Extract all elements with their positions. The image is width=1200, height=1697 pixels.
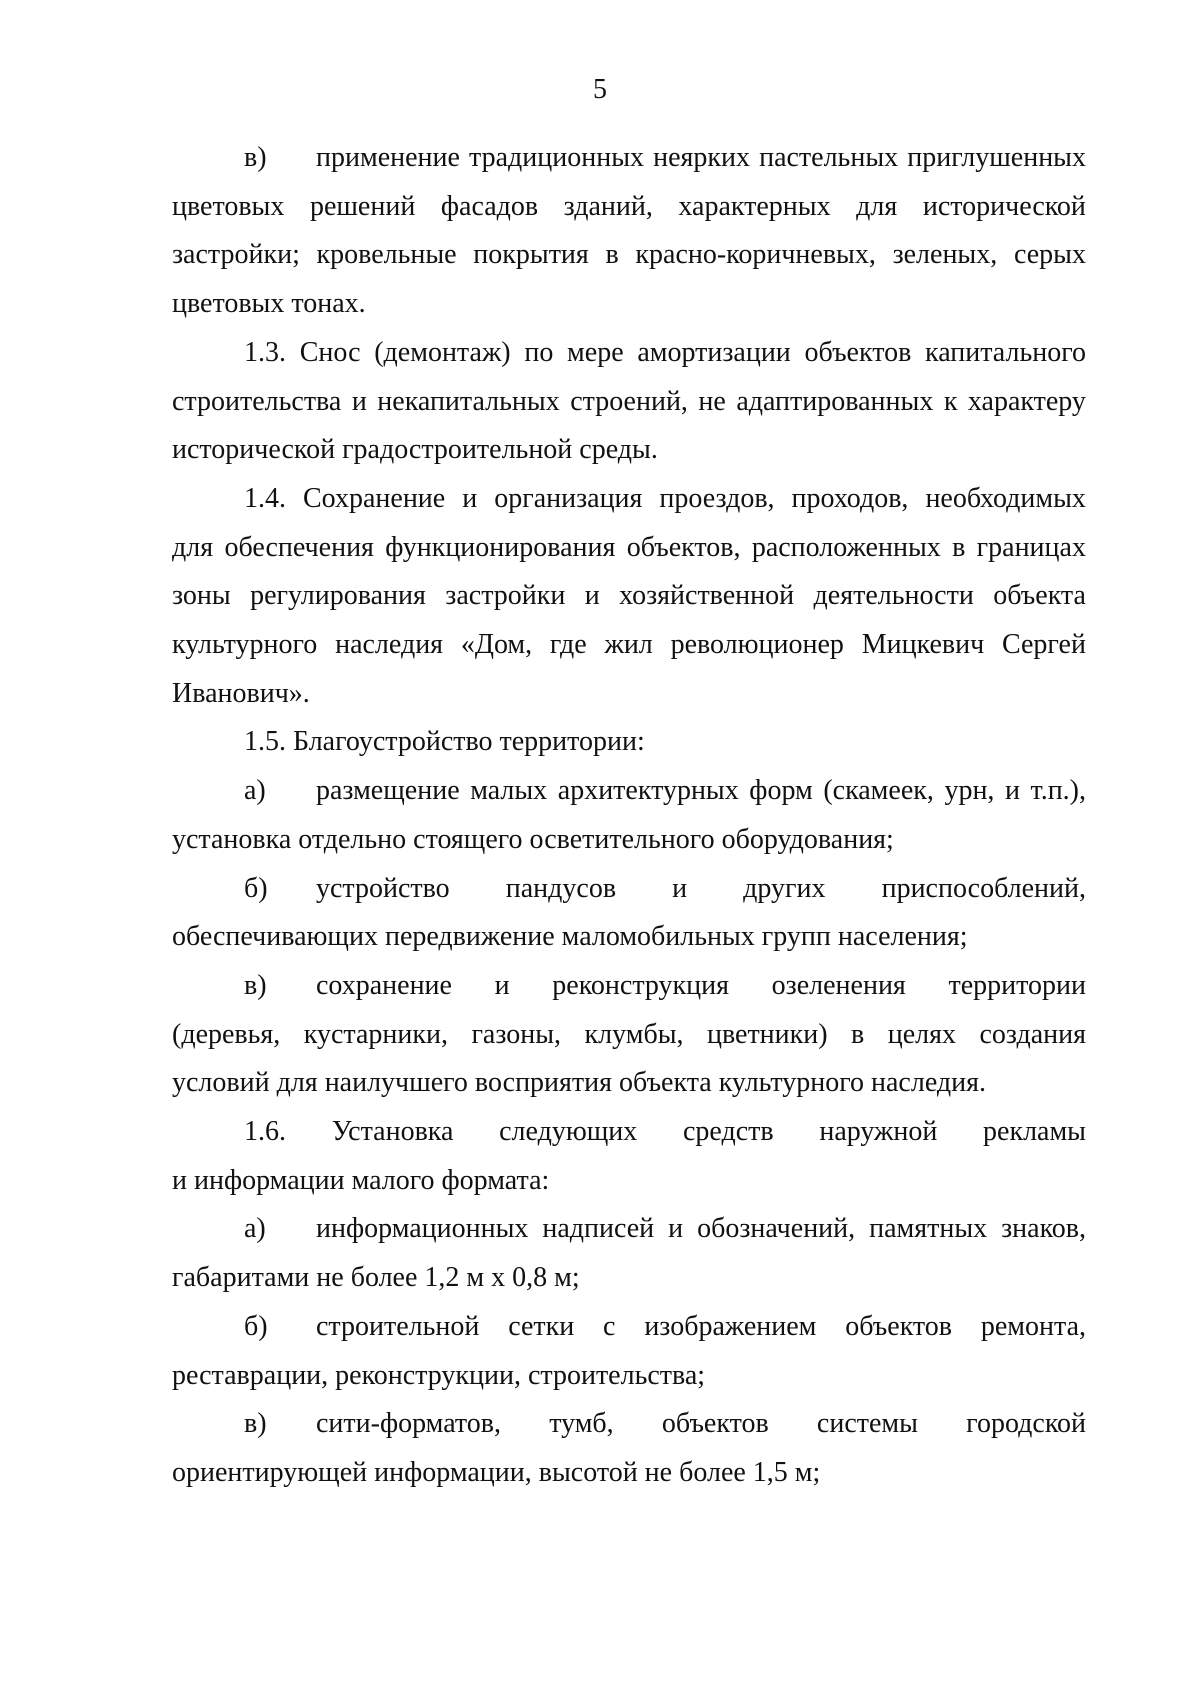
- list-item-text: применение традиционных неярких пастельных приглушенных: [316, 142, 1086, 173]
- list-marker: в): [244, 142, 267, 173]
- list-marker: б): [244, 872, 268, 904]
- list-item-text: сити-форматов, тумб, объектов системы городской: [316, 1408, 1086, 1440]
- page-number: 5: [593, 74, 607, 105]
- text-line-last: установка отдельно стоящего осветительного оборудования;: [172, 823, 894, 855]
- list-item-text: сохранение и реконструкция озеленения территории: [316, 969, 1086, 1001]
- list-item-text: размещение малых архитектурных форм (скамеек, урн, и т.п.),: [316, 775, 1086, 807]
- paragraph-1-4-line: 1.4. Сохранение и организация проездов, проходов, необходимых: [244, 482, 1086, 514]
- list-item-b: [172, 865, 1086, 914]
- text-line-last: Иванович».: [172, 677, 310, 709]
- text-line-last: исторической градостроительной среды.: [172, 434, 658, 466]
- list-item-v: [172, 962, 1086, 1011]
- list-item-v: [172, 1400, 1086, 1449]
- document-body: [172, 134, 1086, 1498]
- text-line: для обеспечения функционирования объектов, расположенных в границах: [172, 531, 1086, 563]
- list-marker: б): [244, 1310, 268, 1342]
- text-line: культурного наследия «Дом, где жил революционер Мицкевич Сергей: [172, 629, 1086, 661]
- text-line: цветовых решений фасадов зданий, характерных для исторической: [172, 183, 1086, 232]
- text-line-last: цветовых тонах.: [172, 288, 366, 320]
- paragraph-1-3-line: 1.3. Снос (демонтаж) по мере амортизации объектов капитального: [244, 336, 1086, 368]
- list-item-v-first-line: [172, 134, 1086, 183]
- list-item-text: строительной сетки с изображением объектов ремонта,: [316, 1310, 1086, 1342]
- text-line-last: обеспечивающих передвижение маломобильных групп населения;: [172, 921, 968, 953]
- text-line: застройки; кровельные покрытия в красно-коричневых, зеленых, серых: [172, 239, 1086, 271]
- list-marker: а): [244, 775, 266, 807]
- list-marker: в): [244, 969, 267, 1001]
- list-item-a: [172, 1205, 1086, 1254]
- text-line-last: условий для наилучшего восприятия объекта культурного наследия.: [172, 1067, 986, 1099]
- paragraph-1-6-line: 1.6. Установка следующих средств наружной рекламы: [244, 1116, 1086, 1148]
- list-marker: а): [244, 1213, 266, 1245]
- text-line-last: реставрации, реконструкции, строительства;: [172, 1359, 706, 1391]
- text-line-last: и информации малого формата:: [172, 1164, 550, 1196]
- list-item-text: информационных надписей и обозначений, памятных знаков,: [316, 1213, 1086, 1245]
- text-segment: цветовых: [172, 190, 285, 222]
- list-marker: в): [244, 1408, 267, 1440]
- list-item-b: [172, 1303, 1086, 1352]
- text-line: зоны регулирования застройки и хозяйственной деятельности объекта: [172, 580, 1086, 612]
- text-line-last: габаритами не более 1,2 м х 0,8 м;: [172, 1262, 580, 1294]
- text-line-last: ориентирующей информации, высотой не более 1,5 м;: [172, 1456, 821, 1488]
- list-item-text: устройство пандусов и других приспособлений,: [316, 872, 1086, 904]
- text-line: (деревья, кустарники, газоны, клумбы, цветники) в целях создания: [172, 1018, 1086, 1050]
- list-item-a: [172, 767, 1086, 816]
- text-line: строительства и некапитальных строений, не адаптированных к характеру: [172, 385, 1086, 417]
- section-heading-1-5: 1.5. Благоустройство территории:: [244, 726, 645, 758]
